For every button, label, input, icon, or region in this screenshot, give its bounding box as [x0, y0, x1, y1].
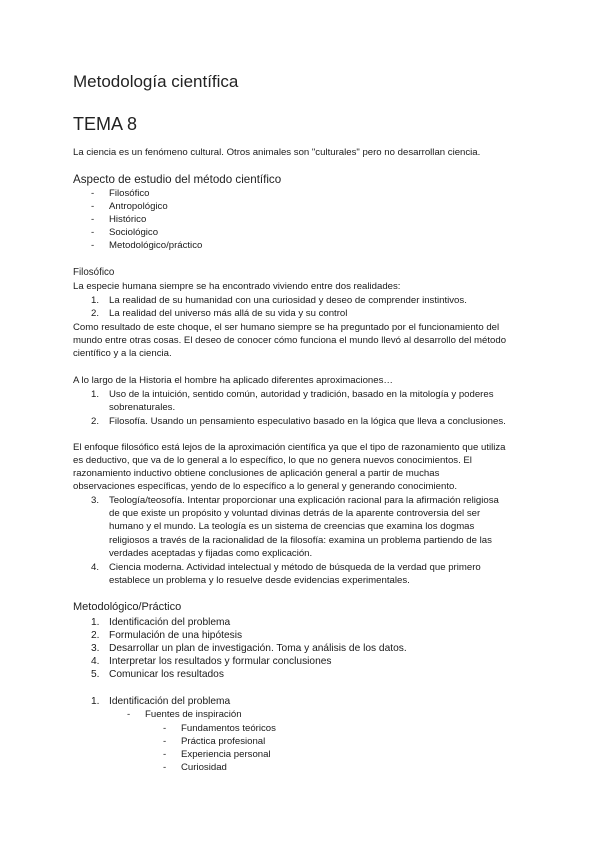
list-item: 1. Identificación del problema [91, 617, 231, 628]
dash-bullet: - [91, 240, 95, 251]
list-item: 1. La realidad de su humanidad con una curiosidad y deseo de comprender instintivos. [91, 295, 467, 306]
list-item: 1. Uso de la intuición, sentido común, autoridad y tradición, basado en la mitología y poderes [91, 389, 494, 400]
paragraph-line: A lo largo de la Historia el hombre ha aplicado diferentes aproximaciones… [73, 375, 393, 386]
list-item-continuation: religiosos a través de la racionalidad de la filosofía: examina un problema partiendo de las [109, 535, 492, 546]
dash-bullet: - [163, 762, 167, 773]
dash-bullet: - [163, 723, 167, 734]
section-heading-metodologico: Metodológico/Práctico [73, 601, 182, 613]
aspect-heading: Aspecto de estudio del método científico [73, 173, 282, 186]
dash-bullet: - [91, 214, 95, 225]
list-item: 4. Ciencia moderna. Actividad intelectual y método de búsqueda de la verdad que primero [91, 562, 481, 573]
topic-heading: TEMA 8 [73, 114, 138, 134]
paragraph-line: La especie humana siempre se ha encontrado viviendo entre dos realidades: [73, 281, 401, 292]
sub-sub-list-item: - Fundamentos teóricos [163, 723, 276, 734]
list-item: 3. Desarrollar un plan de investigación. Toma y análisis de los datos. [91, 643, 407, 654]
list-item-continuation: de que existe un propósito y voluntad divinas detrás de la aparente controversia del ser [109, 508, 481, 519]
intro-paragraph: La ciencia es un fenómeno cultural. Otros animales son "culturales" pero no desarrollan ciencia. [73, 147, 481, 158]
list-item: 2. Filosofía. Usando un pensamiento especulativo basado en la lógica que lleva a conclusiones. [91, 416, 506, 427]
paragraph-line: es deductivo, que va de lo general a lo específico, lo que no genera nuevos conocimientos. El [73, 455, 472, 466]
sub-sub-list-item: - Práctica profesional [163, 736, 266, 747]
paragraph-line: científico y a la ciencia. [73, 348, 172, 359]
list-item: 2. La realidad del universo más allá de su vida y su control [91, 308, 348, 319]
sub-sub-list-item: - Experiencia personal [163, 749, 271, 760]
list-item: 1. Identificación del problema [91, 696, 231, 707]
dash-bullet: - [163, 749, 167, 760]
paragraph-line: observaciones específicas, yendo de lo específico a lo general y generando conocimiento. [73, 481, 457, 492]
paragraph-line: El enfoque filosófico está lejos de la aproximación científica ya que el tipo de razonamiento que utiliza [73, 442, 506, 453]
list-item: - Antropológico [91, 201, 168, 212]
list-item-continuation: humano y el mundo. La teología es un sistema de creencias que examina los dogmas [109, 521, 475, 532]
sub-sub-list-item: - Curiosidad [163, 762, 227, 773]
dash-bullet: - [91, 201, 95, 212]
dash-bullet: - [127, 709, 131, 720]
paragraph-line: mundo entre otras cosas. El deseo de conocer cómo funciona el mundo llevó al desarrollo del método [73, 335, 507, 346]
list-item-continuation: verdades aceptadas y fijadas como explicación. [109, 548, 313, 559]
document-title: Metodología científica [73, 72, 239, 91]
dash-bullet: - [163, 736, 167, 747]
list-item: 3. Teología/teosofía. Intentar proporcionar una explicación racional para la afirmación religiosa [91, 495, 499, 506]
list-item-continuation: establece un problema y lo resuelve desde evidencias experimentales. [109, 575, 410, 586]
list-item: 4. Interpretar los resultados y formular conclusiones [91, 656, 332, 667]
paragraph-line: Como resultado de este choque, el ser humano siempre se ha preguntado por el funcionamiento del [73, 322, 500, 333]
list-item: - Histórico [91, 214, 147, 225]
dash-bullet: - [91, 227, 95, 238]
section-heading-filosofico: Filosófico [73, 267, 115, 278]
sub-list-item: - Fuentes de inspiración [127, 709, 242, 720]
list-item: 5. Comunicar los resultados [91, 669, 224, 680]
list-item: 2. Formulación de una hipótesis [91, 630, 243, 641]
list-item-continuation: sobrenaturales. [109, 402, 176, 413]
list-item: - Metodológico/práctico [91, 240, 203, 251]
paragraph-line: razonamiento inductivo obtiene conclusiones de aplicación general a partir de muchas [73, 468, 440, 479]
list-item: - Sociológico [91, 227, 159, 238]
list-item: - Filosófico [91, 188, 150, 199]
dash-bullet: - [91, 188, 95, 199]
